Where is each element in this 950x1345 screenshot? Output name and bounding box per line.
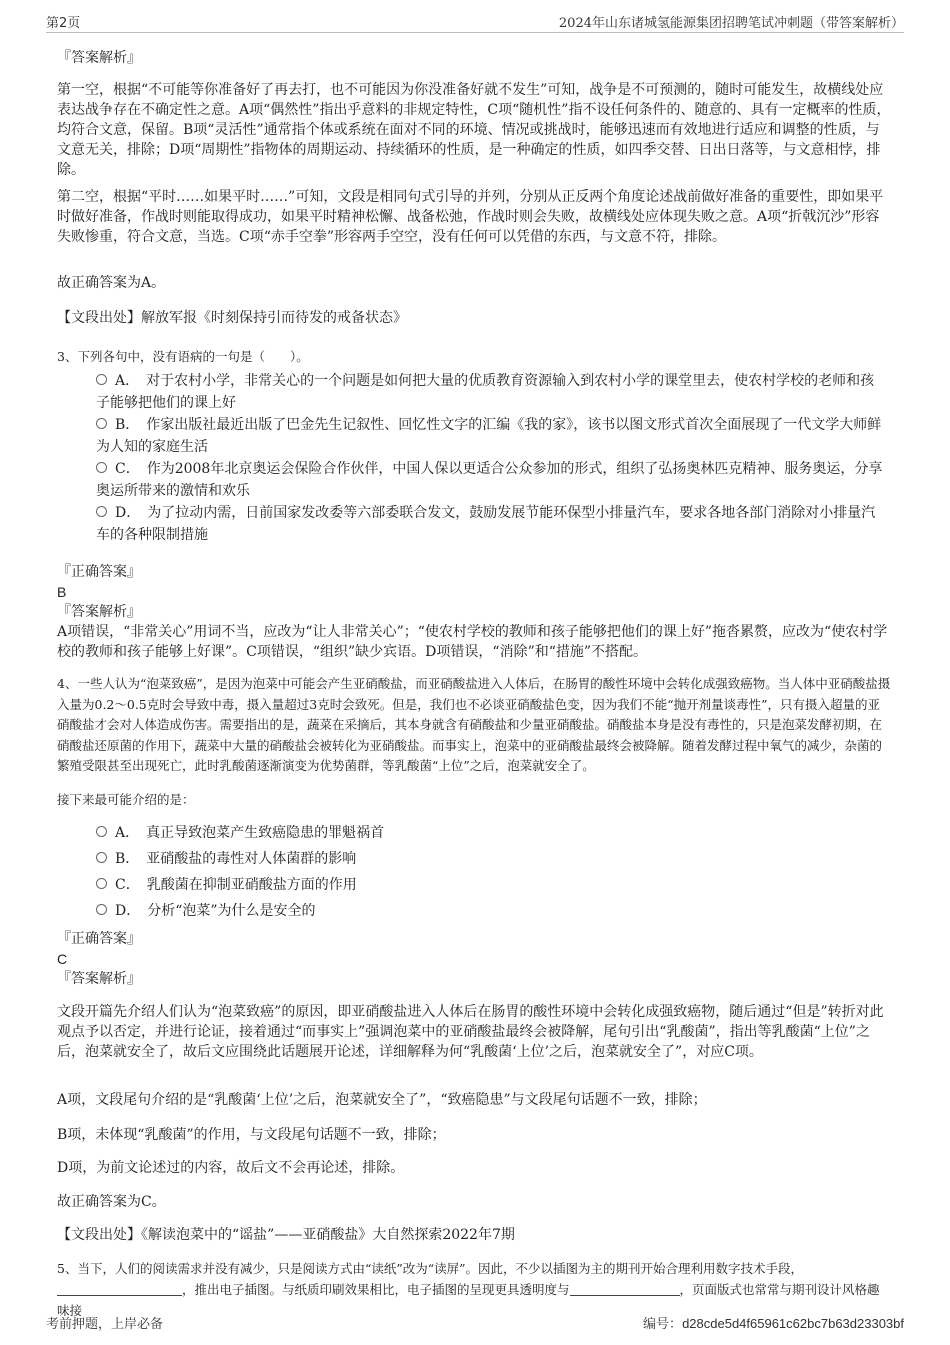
q3-answer-label: 『正确答案』: [57, 564, 141, 580]
q4-prompt: 接下来最可能介绍的是：: [57, 792, 195, 807]
q4-answer-label: 『正确答案』: [57, 931, 141, 947]
q3-option-a[interactable]: A． 对于农村小学，非常关心的一个问题是如何把大量的优质教育资源输入到农村小学的课堂里去，使农村学校的老师和孩子能够把他们的课上好: [96, 373, 875, 411]
q4-analysis-paragraph-2: A项，文段尾句介绍的是“乳酸菌‘上位’之后，泡菜就安全了”，“致癌隐患”与文段尾句话题不一致，排除；: [57, 1092, 707, 1108]
q3-stem: 3、下列各句中，没有语病的一句是（ ）。: [57, 349, 309, 364]
q4-stem: 4、一些人认为“泡菜致癌”，是因为泡菜中可能会产生亚硝酸盐，而亚硝酸盐进入人体后，在肠胃的酸性环境中会转化成强致癌物。当人体中亚硝酸盐摄入量为0.2～0.5克时会导致中毒，摄入量超过3克时会致死。但是，我们也不必谈亚硝酸盐色变，因为我们不能“抛开剂量谈毒性”，只有摄入超量的亚硝酸盐才会对人体造成伤害。需要指出的是，蔬菜在采摘后，其本身就含有硝酸盐和少量亚硝酸盐。硝酸盐本身是没有毒性的，只是泡菜发酵初期，在硝酸盐还原菌的作用下，蔬菜中大量的硝酸盐会被转化为亚硝酸盐。而事实上，泡菜中的亚硝酸盐最终会被降解。随着发酵过程中氧气的减少，杂菌的繁殖受限甚至出现死亡，此时乳酸菌逐渐演变为优势菌群，等乳酸菌“上位”之后，泡菜就安全了。: [57, 676, 891, 773]
q2-source: 【文段出处】解放军报《时刻保持引而待发的戒备状态》: [57, 310, 407, 326]
footer-slogan: 考前押题，上岸必备: [46, 1317, 164, 1332]
q4-analysis-paragraph-1: 文段开篇先介绍人们认为“泡菜致癌”的原因，即亚硝酸盐进入人体后在肠胃的酸性环境中会转化成强致癌物，随后通过“但是”转折对此观点予以否定，并进行论证，接着通过“而事实上”强调泡菜中的亚硝酸盐最终会被降解，尾句引出“乳酸菌”，指出等乳酸菌“上位”之后，泡菜就安全了，故后文应围绕此话题展开论述，详细解释为何“乳酸菌‘上位’之后，泡菜就安全了”，对应C项。: [57, 1004, 884, 1060]
q3-analysis: A项错误，“非常关心”用词不当，应改为“让人非常关心”；“使农村学校的教师和孩子能够把他们的课上好”拖沓累赘，应改为“使农村学校的教师和孩子能够上好课”。C项错误，“组织”缺少宾语。D项错误，“消除”和“措施”不搭配。: [57, 624, 888, 660]
q3-analysis-label: 『答案解析』: [57, 604, 141, 620]
page-number: 第2页: [46, 16, 81, 31]
radio-icon[interactable]: [96, 418, 107, 429]
q3-option-d[interactable]: D． 为了拉动内需，日前国家发改委等六部委联合发文，鼓励发展节能环保型小排量汽车，要求各地各部门消除对小排量汽车的各种限制措施: [96, 505, 876, 543]
q4-analysis-paragraph-4: D项，为前文论述过的内容，故后文不会再论述，排除。: [57, 1160, 405, 1176]
q4-analysis-paragraph-3: B项，未体现“乳酸菌”的作用，与文段尾句话题不一致，排除；: [57, 1127, 446, 1143]
q4-answer: C: [57, 951, 68, 967]
q4-option-d[interactable]: D． 分析“泡菜”为什么是安全的: [96, 900, 886, 922]
radio-icon[interactable]: [96, 374, 107, 385]
document-code: 编号：d28cde5d4f65961c62bc7b63d23303bf: [643, 1316, 904, 1331]
q4-option-b[interactable]: B． 亚硝酸盐的毒性对人体菌群的影响: [96, 848, 886, 870]
q4-analysis-label: 『答案解析』: [57, 971, 141, 987]
q5-stem-line-1: 5、当下，人们的阅读需求并没有减少，只是阅读方式由“读纸”改为“读屏”。因此，不少以插图为主的期刊开始合理利用数字技术手段，: [57, 1261, 804, 1276]
q5-stem-line-2: ，推出电子插图。与纸质印刷效果相比，电子插图的呈现更具透明度与 ，页面版式也常常与期刊设计风格趣味接: [57, 1282, 880, 1318]
radio-icon[interactable]: [96, 826, 107, 837]
radio-icon[interactable]: [96, 506, 107, 517]
radio-icon[interactable]: [96, 852, 107, 863]
q3-answer: B: [57, 584, 67, 600]
radio-icon[interactable]: [96, 904, 107, 915]
q4-option-a[interactable]: A． 真正导致泡菜产生致癌隐患的罪魁祸首: [96, 822, 886, 844]
q4-correct-answer-text: 故正确答案为C。: [57, 1194, 166, 1210]
page-footer: [46, 1313, 904, 1332]
q2-analysis-paragraph-1: 第一空，根据“不可能等你准备好了再去打，也不可能因为你没准备好就不发生”可知，战争是不可预测的，随时可能发生，故横线处应表达战争存在不确定性之意。A项“偶然性”指出乎意料的非规定特性，C项“随机性”指不设任何条件的、随意的、具有一定概率的性质，均符合文意，保留。B项“灵活性”通常指个体或系统在面对不同的环境、情况或挑战时，能够迅速而有效地进行适应和调整的性质，与文意无关，排除；D项“周期性”指物体的周期运动、持续循环的性质，是一种确定的性质，如四季交替、日出日落等，与文意相悖，排除。: [57, 82, 891, 178]
q4-source: 【文段出处】《解读泡菜中的“谣盐”——亚硝酸盐》大自然探索2022年7期: [57, 1227, 515, 1243]
q2-correct-answer-text: 故正确答案为A。: [57, 275, 166, 291]
page-header: [46, 12, 904, 33]
q4-option-c[interactable]: C． 乳酸菌在抑制亚硝酸盐方面的作用: [96, 874, 886, 896]
fill-blank-2[interactable]: [570, 1282, 680, 1296]
q3-option-b[interactable]: B． 作家出版社最近出版了巴金先生记叙性、回忆性文字的汇编《我的家》，该书以图文形式首次全面展现了一代文学大师鲜为人知的家庭生活: [96, 417, 882, 455]
radio-icon[interactable]: [96, 462, 107, 473]
document-title: 2024年山东诸城氢能源集团招聘笔试冲刺题（带答案解析）: [558, 16, 904, 31]
fill-blank-1[interactable]: [57, 1282, 182, 1296]
radio-icon[interactable]: [96, 878, 107, 889]
q3-option-c[interactable]: C． 作为2008年北京奥运会保险合作伙伴，中国人保以更适合公众参加的形式，组织了弘扬奥林匹克精神、服务奥运，分享奥运所带来的激情和欢乐: [96, 461, 883, 499]
q2-analysis-label: 『答案解析』: [57, 50, 141, 66]
q2-analysis-paragraph-2: 第二空，根据“平时……如果平时……”可知，文段是相同句式引导的并列，分别从正反两个角度论述战前做好准备的重要性，即如果平时做好准备，作战时则能取得成功，如果平时精神松懈、战备松弛，作战时则会失败，故横线处应体现失败之意。A项“折戟沉沙”形容失败惨重，符合文意，当选。C项“赤手空拳”形容两手空空，没有任何可以凭借的东西，与文意不符，排除。: [57, 189, 884, 245]
